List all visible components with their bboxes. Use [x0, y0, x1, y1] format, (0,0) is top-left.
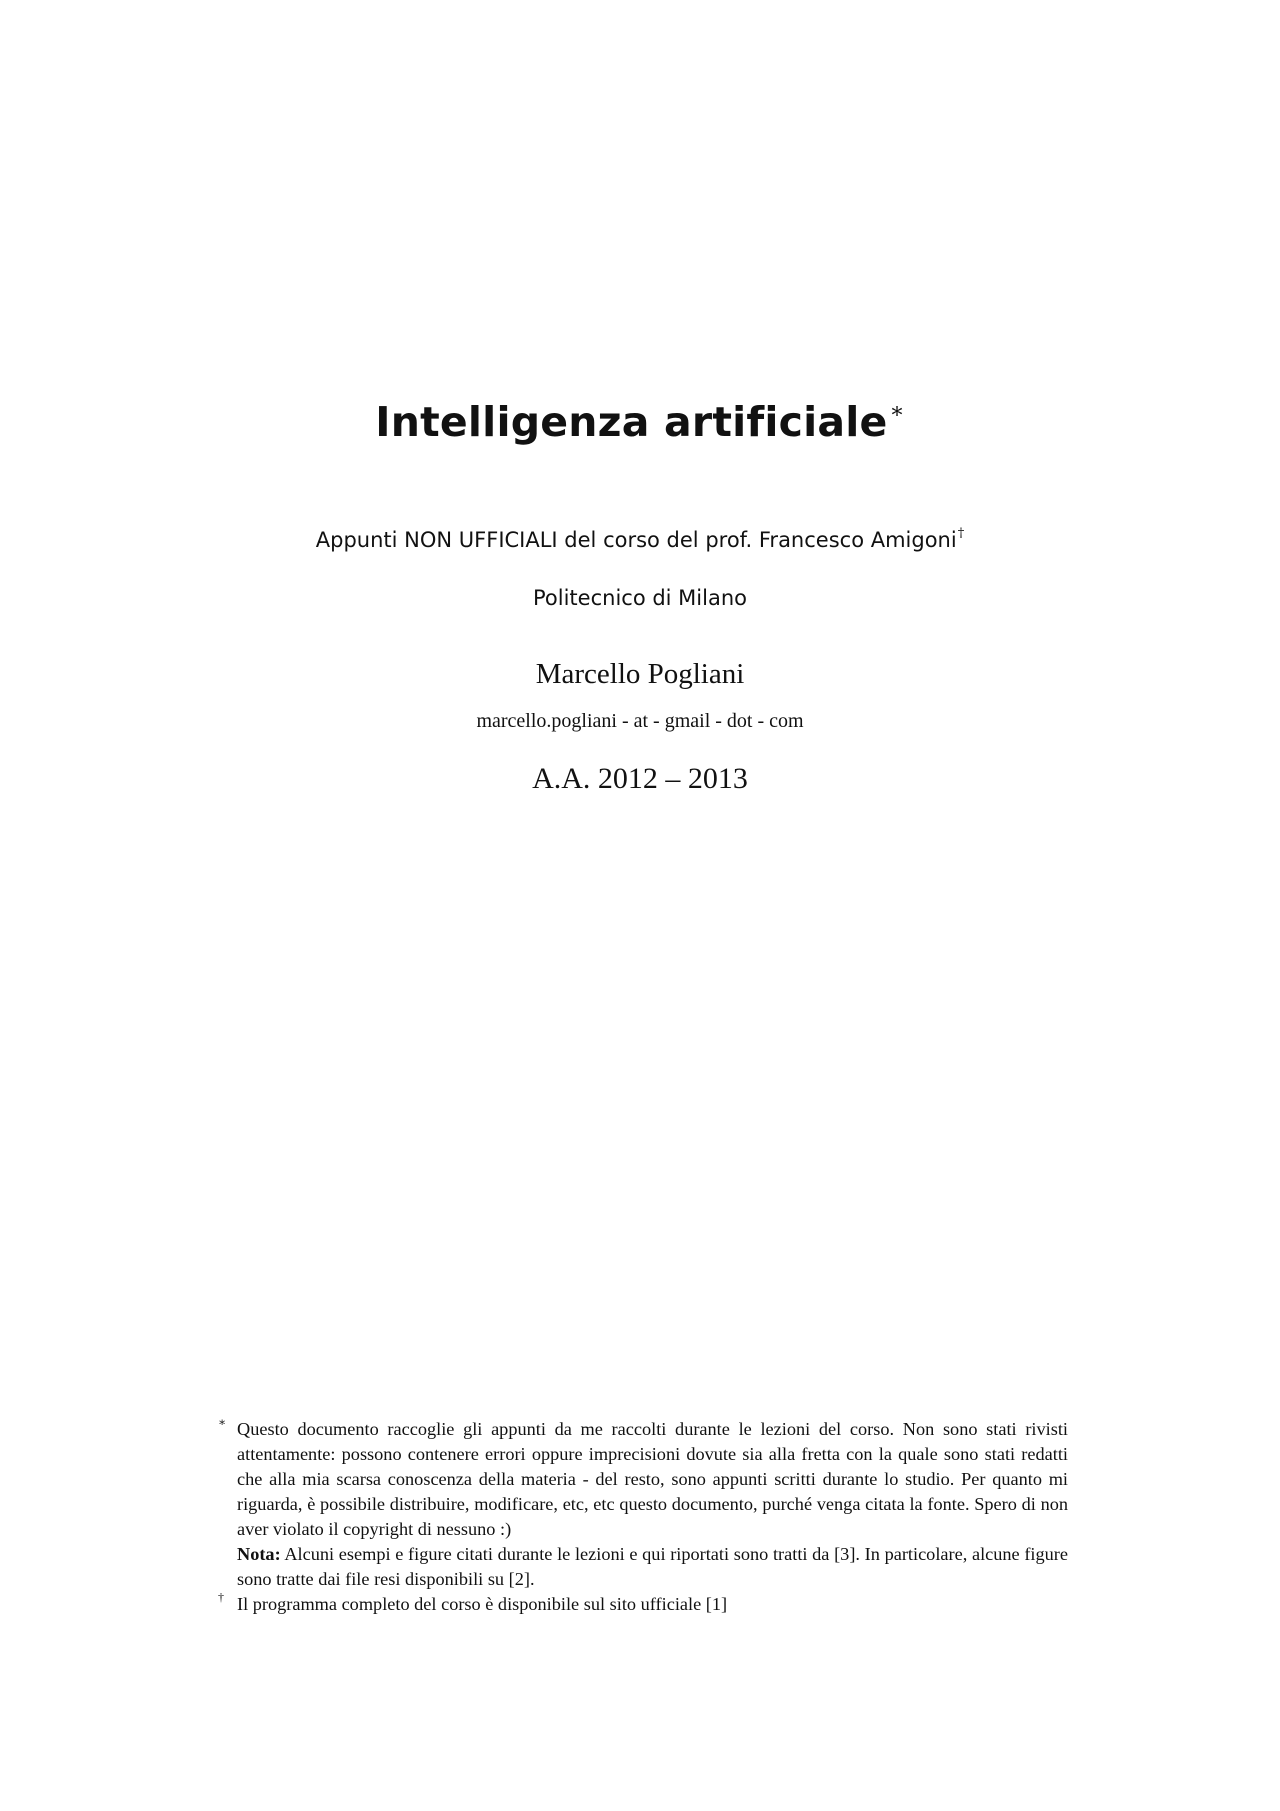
author-name: Marcello Pogliani	[535, 658, 745, 690]
academic-year: A.A. 2012 – 2013	[532, 762, 748, 795]
footnote-1	[218, 1417, 1068, 1592]
footnotes	[218, 1415, 1068, 1617]
author-email: marcello.pogliani - at - gmail - dot - com	[476, 710, 804, 732]
subtitle-footnote-mark[interactable]: †	[957, 526, 965, 541]
footnote-2	[218, 1592, 1068, 1617]
footnote-2-text: Il programma completo del corso è disponibile sul sito ufficiale [1]	[237, 1594, 728, 1614]
title-text: Intelligenza artificiale	[375, 398, 888, 446]
institution: Politecnico di Milano	[533, 586, 747, 610]
document-title	[0, 398, 1280, 446]
footnote-1-mark: ∗	[218, 1415, 227, 1429]
footnote-2-mark: †	[218, 1590, 224, 1604]
document-subtitle	[0, 526, 1280, 552]
subtitle-text: Appunti NON UFFICIALI del corso del prof. Francesco Amigoni	[315, 528, 957, 552]
footnote-1-note-text: Alcuni esempi e figure citati durante le lezioni e qui riportati sono tratti da [3]. In particolare, alcune figure sono tratte dai file resi disponibili su [2].	[237, 1544, 1068, 1589]
title-footnote-mark[interactable]: ∗	[889, 399, 905, 424]
footnote-1-text: Questo documento raccoglie gli appunti da me raccolti durante le lezioni del corso. Non sono stati rivisti attentamente: possono contenere errori oppure imprecisioni dovute sia alla fretta con la quale sono stati redatti che alla mia scarsa conoscenza della materia - del resto, sono appunti scritti durante lo studio. Per quanto mi riguarda, è possibile distribuire, modificare, etc, etc questo documento, purché venga citata la fonte. Spero di non aver violato il copyright di nessuno :)	[237, 1419, 1068, 1539]
footnote-1-note-label: Nota:	[237, 1544, 281, 1564]
